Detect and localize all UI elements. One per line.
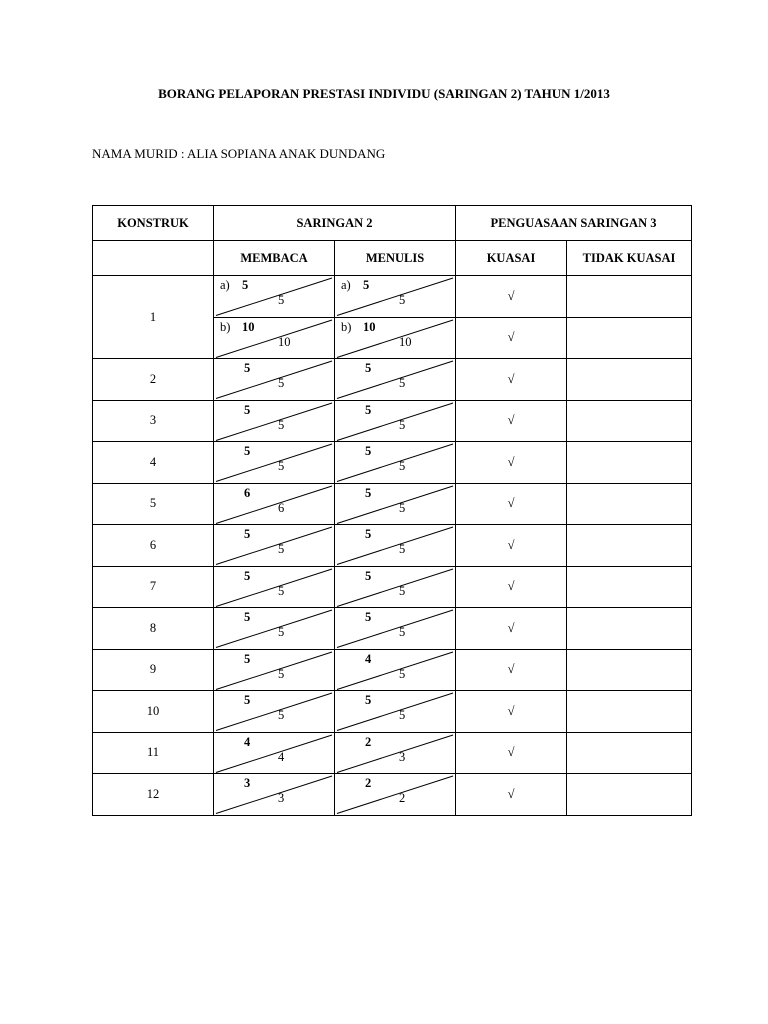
menulis-score-cell [335, 483, 456, 525]
tidak-kuasai-cell [567, 442, 692, 484]
score-total: 5 [278, 666, 285, 681]
sub-item-label: a) [220, 278, 230, 292]
konstruk-number: 11 [93, 732, 214, 774]
table-row [93, 732, 692, 774]
diagonal-slash-line [335, 650, 455, 691]
membaca-score-cell [214, 317, 335, 359]
tidak-kuasai-cell [567, 566, 692, 608]
menulis-score-cell [335, 732, 456, 774]
menulis-score-cell [335, 608, 456, 650]
tidak-kuasai-cell [567, 525, 692, 567]
score-total: 5 [399, 583, 406, 598]
score-obtained: 5 [365, 610, 372, 624]
diagonal-slash-line [335, 484, 455, 525]
score-total: 5 [399, 293, 406, 307]
diagonal-slash-line [335, 733, 455, 774]
konstruk-number: 5 [93, 483, 214, 525]
membaca-score-cell [214, 649, 335, 691]
diagonal-slash-line [335, 567, 455, 608]
score-total: 5 [399, 625, 406, 639]
score-obtained: 5 [244, 444, 251, 458]
kuasai-checkmark: √ [456, 525, 567, 567]
diagonal-slash-line [335, 774, 455, 815]
tidak-kuasai-cell [567, 317, 692, 359]
table-row [93, 400, 692, 442]
kuasai-checkmark: √ [456, 649, 567, 691]
membaca-score-cell [214, 608, 335, 650]
konstruk-number: 10 [93, 691, 214, 733]
konstruk-number: 12 [93, 774, 214, 816]
kuasai-checkmark: √ [456, 359, 567, 401]
konstruk-number: 8 [93, 608, 214, 650]
menulis-score-cell [335, 774, 456, 816]
tidak-kuasai-cell [567, 649, 692, 691]
diagonal-slash-line [335, 442, 455, 483]
tidak-kuasai-cell [567, 608, 692, 650]
tidak-kuasai-cell [567, 400, 692, 442]
diagonal-slash-line [214, 691, 334, 732]
konstruk-number: 6 [93, 525, 214, 567]
diagonal-slash-line [335, 608, 455, 649]
konstruk-number: 4 [93, 442, 214, 484]
score-total: 5 [278, 459, 285, 473]
score-obtained: 5 [244, 402, 251, 417]
score-total: 5 [399, 417, 406, 432]
menulis-score-cell [335, 317, 456, 359]
score-total: 2 [399, 791, 406, 805]
table-row [93, 442, 692, 484]
tidak-kuasai-cell [567, 483, 692, 525]
membaca-score-cell [214, 732, 335, 774]
table-row [93, 359, 692, 401]
kuasai-checkmark: √ [456, 400, 567, 442]
score-obtained: 5 [365, 402, 372, 417]
score-total: 4 [278, 749, 285, 764]
diagonal-slash-line [335, 525, 455, 566]
tidak-kuasai-cell [567, 774, 692, 816]
menulis-score-cell [335, 525, 456, 567]
score-obtained: 4 [365, 651, 372, 666]
kuasai-checkmark: √ [456, 774, 567, 816]
table-row [93, 608, 692, 650]
score-obtained: 5 [365, 693, 372, 707]
score-obtained: 6 [244, 485, 251, 500]
membaca-score-cell [214, 442, 335, 484]
score-total: 5 [278, 583, 285, 598]
menulis-score-cell [335, 276, 456, 318]
score-obtained: 5 [244, 361, 251, 375]
score-total: 3 [278, 791, 285, 805]
diagonal-slash-line [335, 401, 455, 442]
tidak-kuasai-cell [567, 691, 692, 733]
menulis-score-cell [335, 442, 456, 484]
score-obtained: 5 [365, 527, 372, 541]
diagonal-slash-line [214, 650, 334, 691]
diagonal-slash-line [335, 359, 455, 400]
diagonal-slash-line [214, 733, 334, 774]
score-total: 5 [399, 500, 406, 515]
score-total: 5 [278, 625, 285, 639]
table-row [93, 649, 692, 691]
diagonal-slash-line [214, 774, 334, 815]
diagonal-slash-line [214, 276, 334, 317]
score-obtained: 5 [244, 568, 251, 583]
score-obtained: 5 [365, 444, 372, 458]
score-total: 10 [399, 334, 412, 349]
score-obtained: 5 [244, 610, 251, 624]
menulis-score-cell [335, 566, 456, 608]
diagonal-slash-line [214, 401, 334, 442]
table-row [93, 566, 692, 608]
menulis-score-cell [335, 691, 456, 733]
diagonal-slash-line [214, 484, 334, 525]
kuasai-checkmark: √ [456, 566, 567, 608]
konstruk-number: 7 [93, 566, 214, 608]
diagonal-slash-line [214, 525, 334, 566]
menulis-score-cell [335, 359, 456, 401]
table-row [93, 483, 692, 525]
score-obtained: 5 [242, 278, 249, 292]
header-kuasai: KUASAI [456, 241, 567, 276]
header-saringan-2: SARINGAN 2 [214, 206, 456, 241]
membaca-score-cell [214, 400, 335, 442]
membaca-score-cell [214, 774, 335, 816]
header-konstruk: KONSTRUK [93, 206, 214, 241]
score-obtained: 2 [365, 734, 372, 749]
menulis-score-cell [335, 400, 456, 442]
score-obtained: 2 [365, 776, 372, 790]
table-row [93, 276, 692, 318]
kuasai-checkmark: √ [456, 608, 567, 650]
tidak-kuasai-cell [567, 276, 692, 318]
diagonal-slash-line [335, 691, 455, 732]
sub-item-label: a) [341, 278, 351, 292]
diagonal-slash-line [335, 276, 455, 317]
score-total: 6 [278, 500, 285, 515]
tidak-kuasai-cell [567, 732, 692, 774]
score-total: 5 [278, 417, 285, 432]
menulis-score-cell [335, 649, 456, 691]
score-total: 5 [399, 708, 406, 722]
student-name: NAMA MURID : ALIA SOPIANA ANAK DUNDANG [92, 146, 386, 161]
membaca-score-cell [214, 483, 335, 525]
table-row [93, 691, 692, 733]
membaca-score-cell [214, 691, 335, 733]
score-obtained: 5 [365, 485, 372, 500]
score-total: 5 [399, 666, 406, 681]
score-obtained: 5 [244, 527, 251, 541]
header-row-1 [93, 206, 692, 241]
score-total: 5 [278, 376, 285, 390]
score-total: 5 [399, 376, 406, 390]
kuasai-checkmark: √ [456, 732, 567, 774]
score-total: 5 [399, 542, 406, 556]
table-row [93, 774, 692, 816]
kuasai-checkmark: √ [456, 483, 567, 525]
tidak-kuasai-cell [567, 359, 692, 401]
score-total: 3 [399, 749, 406, 764]
diagonal-slash-line [214, 567, 334, 608]
membaca-score-cell [214, 276, 335, 318]
score-obtained: 5 [365, 568, 372, 583]
header-tidak-kuasai: TIDAK KUASAI [567, 241, 692, 276]
membaca-score-cell [214, 359, 335, 401]
score-obtained: 5 [244, 693, 251, 707]
header-menulis: MENULIS [335, 241, 456, 276]
score-total: 5 [278, 542, 285, 556]
diagonal-slash-line [214, 442, 334, 483]
membaca-score-cell [214, 566, 335, 608]
score-obtained: 5 [244, 651, 251, 666]
konstruk-number: 3 [93, 400, 214, 442]
kuasai-checkmark: √ [456, 442, 567, 484]
diagonal-slash-line [214, 318, 334, 359]
form-title: BORANG PELAPORAN PRESTASI INDIVIDU (SARINGAN 2) TAHUN 1/2013 [158, 86, 610, 101]
score-total: 5 [278, 293, 285, 307]
konstruk-number: 2 [93, 359, 214, 401]
header-penguasaan-saringan-3: PENGUASAAN SARINGAN 3 [456, 206, 692, 241]
header-membaca: MEMBACA [214, 241, 335, 276]
table-row [93, 525, 692, 567]
score-total: 5 [399, 459, 406, 473]
membaca-score-cell [214, 525, 335, 567]
score-total: 5 [278, 708, 285, 722]
diagonal-slash-line [214, 608, 334, 649]
score-obtained: 4 [244, 734, 251, 749]
score-obtained: 10 [363, 319, 376, 334]
score-obtained: 3 [244, 776, 251, 790]
sub-item-label: b) [220, 319, 231, 334]
sub-item-label: b) [341, 319, 352, 334]
diagonal-slash-line [335, 318, 455, 359]
score-obtained: 5 [365, 361, 372, 375]
kuasai-checkmark: √ [456, 691, 567, 733]
report-table [92, 205, 692, 816]
score-obtained: 10 [242, 319, 255, 334]
diagonal-slash-line [214, 359, 334, 400]
header-empty-cell [93, 241, 214, 276]
kuasai-checkmark: √ [456, 317, 567, 359]
header-row-2 [93, 241, 692, 276]
konstruk-number: 1 [93, 276, 214, 359]
score-obtained: 5 [363, 278, 370, 292]
kuasai-checkmark: √ [456, 276, 567, 318]
score-total: 10 [278, 334, 291, 349]
konstruk-number: 9 [93, 649, 214, 691]
